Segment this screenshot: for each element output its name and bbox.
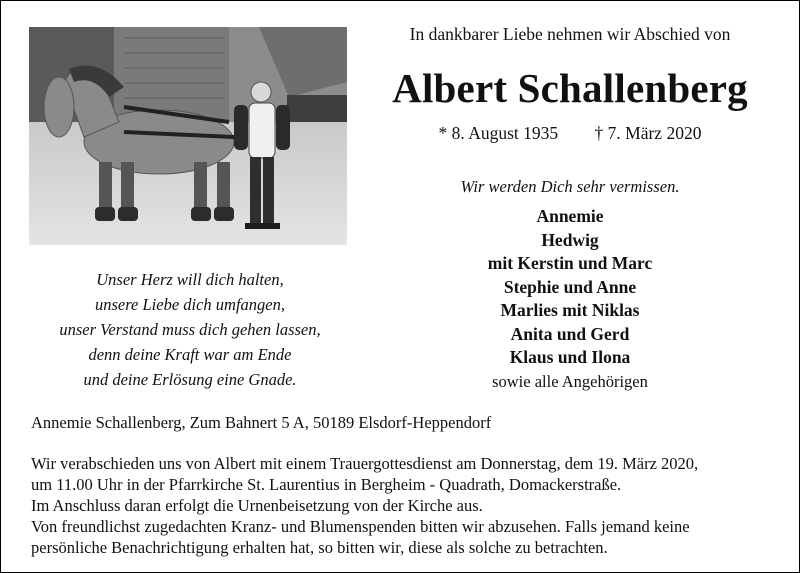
mourner-name: Klaus und Ilona — [509, 347, 631, 367]
funeral-notice — [31, 453, 773, 558]
notice-line: um 11.00 Uhr in der Pfarrkirche St. Laurentius in Bergheim - Quadrath, Domackerstraße. — [31, 475, 622, 494]
notice-line: Von freundlichst zugedachten Kranz- und Blumenspenden bitten wir abzusehen. Falls jemand keine — [31, 517, 690, 536]
poem-line: und deine Erlösung eine Gnade. — [83, 370, 297, 389]
notice-line: Im Anschluss daran erfolgt die Urnenbeisetzung von der Kirche aus. — [31, 496, 483, 515]
motto-line: Wir werden Dich sehr vermissen. — [460, 177, 680, 196]
poem-line: Unser Herz will dich halten, — [96, 270, 284, 289]
death-date: † 7. März 2020 — [594, 123, 702, 143]
birth-date: * 8. August 1935 — [438, 123, 559, 143]
mourner-name: mit Kerstin und Marc — [487, 253, 653, 273]
intro-text: In dankbarer Liebe nehmen wir Abschied von — [409, 24, 731, 44]
notice-line: persönliche Benachrichtigung erhalten hat, so bitten wir, diese als solche zu betrachten. — [31, 538, 608, 557]
poem-line: unser Verstand muss dich gehen lassen, — [59, 320, 321, 339]
mourner-name: Marlies mit Niklas — [500, 300, 640, 320]
contact-address: Annemie Schallenberg, Zum Bahnert 5 A, 50189 Elsdorf-Heppendorf — [31, 413, 492, 432]
mourners-list — [380, 205, 760, 393]
deceased-name: Albert Schallenberg — [392, 65, 748, 111]
mourner-name: Anita und Gerd — [510, 323, 630, 344]
poem-line: unsere Liebe dich umfangen, — [94, 295, 286, 314]
mourner-name: Stephie und Anne — [503, 276, 637, 297]
memorial-photo — [29, 27, 347, 245]
poem-line: denn deine Kraft war am Ende — [88, 345, 292, 364]
relatives-line: sowie alle Angehörigen — [492, 371, 648, 391]
notice-line: Wir verabschieden uns von Albert mit einem Trauergottesdienst am Donnerstag, dem 19. März 2020, — [31, 454, 699, 473]
man-with-horse-and-cart-photo — [29, 27, 347, 245]
mourner-name: Annemie — [536, 206, 604, 226]
memorial-poem — [20, 267, 360, 392]
life-dates — [380, 123, 760, 144]
mourner-name: Hedwig — [541, 229, 599, 250]
